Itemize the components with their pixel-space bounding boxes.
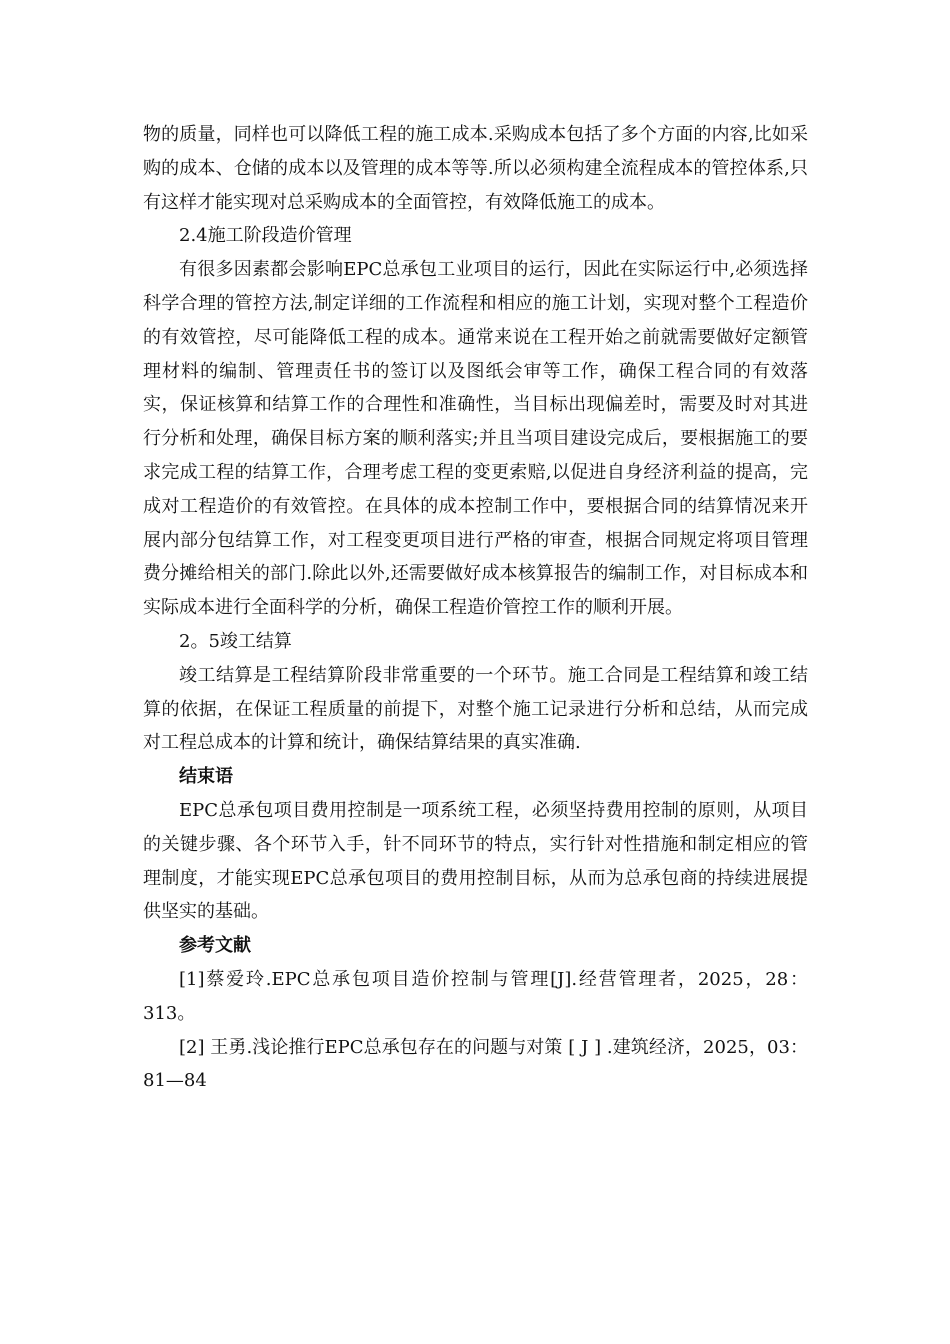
document-body — [143, 118, 808, 1098]
paragraph-conclusion: EPC总承包项目费用控制是一项系统工程，必须坚持费用控制的原则，从项目的关键步骤、各个环节入手，针不同环节的特点，实行针对性措施和制定相应的管理制度，才能实现EPC总承包项目的费用控制目标，从而为总承包商的持续进展提供坚实的基础。 — [143, 799, 808, 923]
reference-item-1: [1]蔡爱玲.EPC总承包项目造价控制与管理[J].经营管理者，2025，28：313。 — [143, 968, 808, 1024]
paragraph-procurement-cost: 物的质量，同样也可以降低工程的施工成本.采购成本包括了多个方面的内容,比如采购的成本、仓储的成本以及管理的成本等等.所以必须构建全流程成本的管控体系,只有这样才能实现对总采购成本的全面管控，有效降低施工的成本。 — [143, 124, 808, 213]
paragraph-completion-settlement: 竣工结算是工程结算阶段非常重要的一个环节。施工合同是工程结算和竣工结算的依据，在保证工程质量的前提下，对整个施工记录进行分析和总结，从而完成对工程总成本的计算和统计，确保结算结果的真实准确. — [143, 664, 808, 754]
reference-item-2: [2] 王勇.浅论推行EPC总承包存在的问题与对策 [ J ] .建筑经济，2025，03：81—84 — [143, 1036, 808, 1092]
conclusion-heading: 结束语 — [179, 766, 233, 788]
section-heading-2-5: 2。5竣工结算 — [179, 630, 292, 652]
paragraph-construction-cost-management: 有很多因素都会影响EPC总承包工业项目的运行，因此在实际运行中,必须选择科学合理的管控方法,制定详细的工作流程和相应的施工计划，实现对整个工程造价的有效管控，尽可能降低工程的成本。通常来说在工程开始之前就需要做好定额管理材料的编制、管理责任书的签订以及图纸会审等工作，确保工程合同的有效落实，保证核算和结算工作的合理性和准确性，当目标出现偏差时，需要及时对其进行分析和处理，确保目标方案的顺利落实;并且当项目建设完成后，要根据施工的要求完成工程的结算工作，合理考虑工程的变更索赔,以促进自身经济利益的提高，完成对工程造价的有效管控。在具体的成本控制工作中，要根据合同的结算情况来开展内部分包结算工作，对工程变更项目进行严格的审查，根据合同规定将项目管理费分摊给相关的部门.除此以外,还需要做好成本核算报告的编制工作，对目标成本和实际成本进行全面科学的分析，确保工程造价管控工作的顺利开展。 — [143, 259, 808, 619]
section-heading-2-4: 2.4施工阶段造价管理 — [179, 225, 352, 247]
references-heading: 参考文献 — [179, 935, 251, 957]
